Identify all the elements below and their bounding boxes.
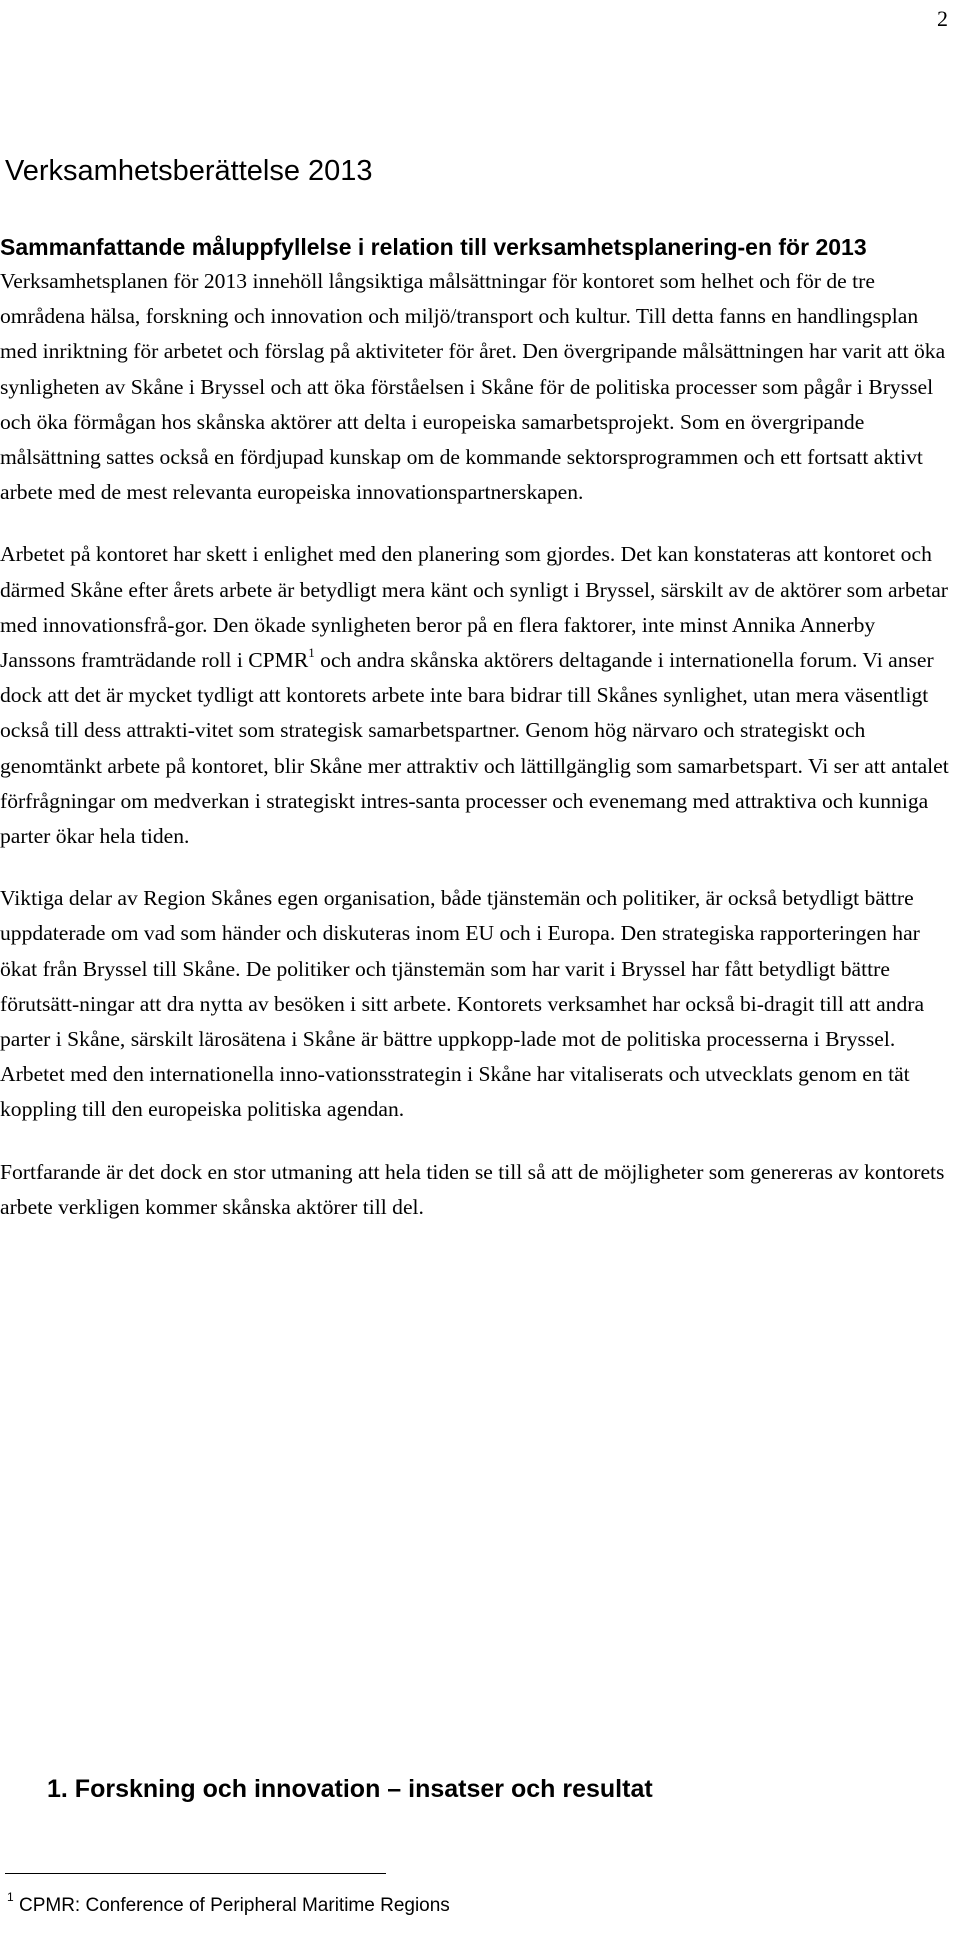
paragraph-4: Fortfarande är det dock en stor utmaning att hela tiden se till så att de möjligheter som genereras av kontorets arbete verkligen kommer skånska aktörer till del. xyxy=(0,1159,945,1219)
document-title: Verksamhetsberättelse 2013 xyxy=(5,155,373,187)
footnote-divider xyxy=(5,1873,386,1874)
footnote xyxy=(7,1889,450,1917)
paragraph-3: Viktiga delar av Region Skånes egen organisation, både tjänstemän och politiker, är också betydligt bättre uppdaterade om vad som händer och diskuteras inom EU och i Europa. Den strategiska rapporteringen har ökat från Bryssel till Skåne. De politiker och tjänstemän som har varit i Bryssel har fått betydligt bättre förutsätt-ningar att dra nytta av besöken i sitt arbete. Kontorets verksamhet har också bi-dragit till att andra parter i Skåne, särskilt lärosätena i Skåne är bättre uppkopp-lade mot de politiska processerna i Bryssel. Arbetet med den internationella inno-vationsstrategin i Skåne har vitaliserats och utvecklats genom en tät koppling till den europeiska politiska agendan. xyxy=(0,886,925,1122)
document-body xyxy=(0,155,952,1252)
numbered-section-heading: 1. Forskning och innovation – insatser och resultat xyxy=(47,1775,653,1803)
paragraph-2-part-1: Arbetet på kontoret har skett i enlighet med den planering som gjordes. Det kan konstateras att kontoret och därmed Skåne efter årets arbete är betydligt mera känt och synligt i Bryssel, särskilt av de aktörer som arbetar med innovationsfrå-gor. Den ökade synligheten beror på en flera faktorer, inte minst Annika Annerby Janssons framträdande roll i CPMR xyxy=(0,542,948,673)
page-number: 2 xyxy=(937,6,948,31)
footnote-number: 1 xyxy=(7,1889,14,1904)
paragraph-2 xyxy=(0,537,952,854)
section-heading: Sammanfattande måluppfyllelse i relation till verksamhetsplanering-en för 2013 xyxy=(0,234,867,260)
paragraph-2-part-2: och andra skånska aktörers deltagande i internationella forum. Vi anser dock att det är mycket tydligt att kontorets arbete inte bara bidrar till Skånes synlighet, utan mera väsentligt också till dess attrakti-vitet som strategisk samarbetspartner. Genom hög närvaro och strategiskt och genomtänkt arbete på kontoret, blir Skåne mer attraktiv och lättillgänglig som samarbetspart. Vi ser att antalet förfrågningar om medverkan i strategiskt intres-santa processer och evenemang med attraktiva och kunniga parter ökar hela tiden. xyxy=(0,648,949,849)
paragraph-1: Verksamhetsplanen för 2013 innehöll långsiktiga målsättningar för kontoret som helhet och för de tre områdena hälsa, forskning och innovation och miljö/transport och kultur. Till detta fanns en handlingsplan med inriktning för arbetet och förslag på aktiviteter för året. Den övergripande målsättningen har varit att öka synligheten av Skåne i Bryssel och att öka förståelsen i Skåne för de politiska processer som pågår i Bryssel och öka förmågan hos skånska aktörer att delta i europeiska samarbetsprojekt. Som en övergripande målsättning sattes också en fördjupad kunskap om de kommande sektorsprogrammen och ett fortsatt aktivt arbete med de mest relevanta europeiska innovationspartnerskapen. xyxy=(0,269,946,505)
footnote-reference[interactable]: 1 xyxy=(308,644,315,660)
footnote-text: CPMR: Conference of Peripheral Maritime Regions xyxy=(13,1895,450,1916)
